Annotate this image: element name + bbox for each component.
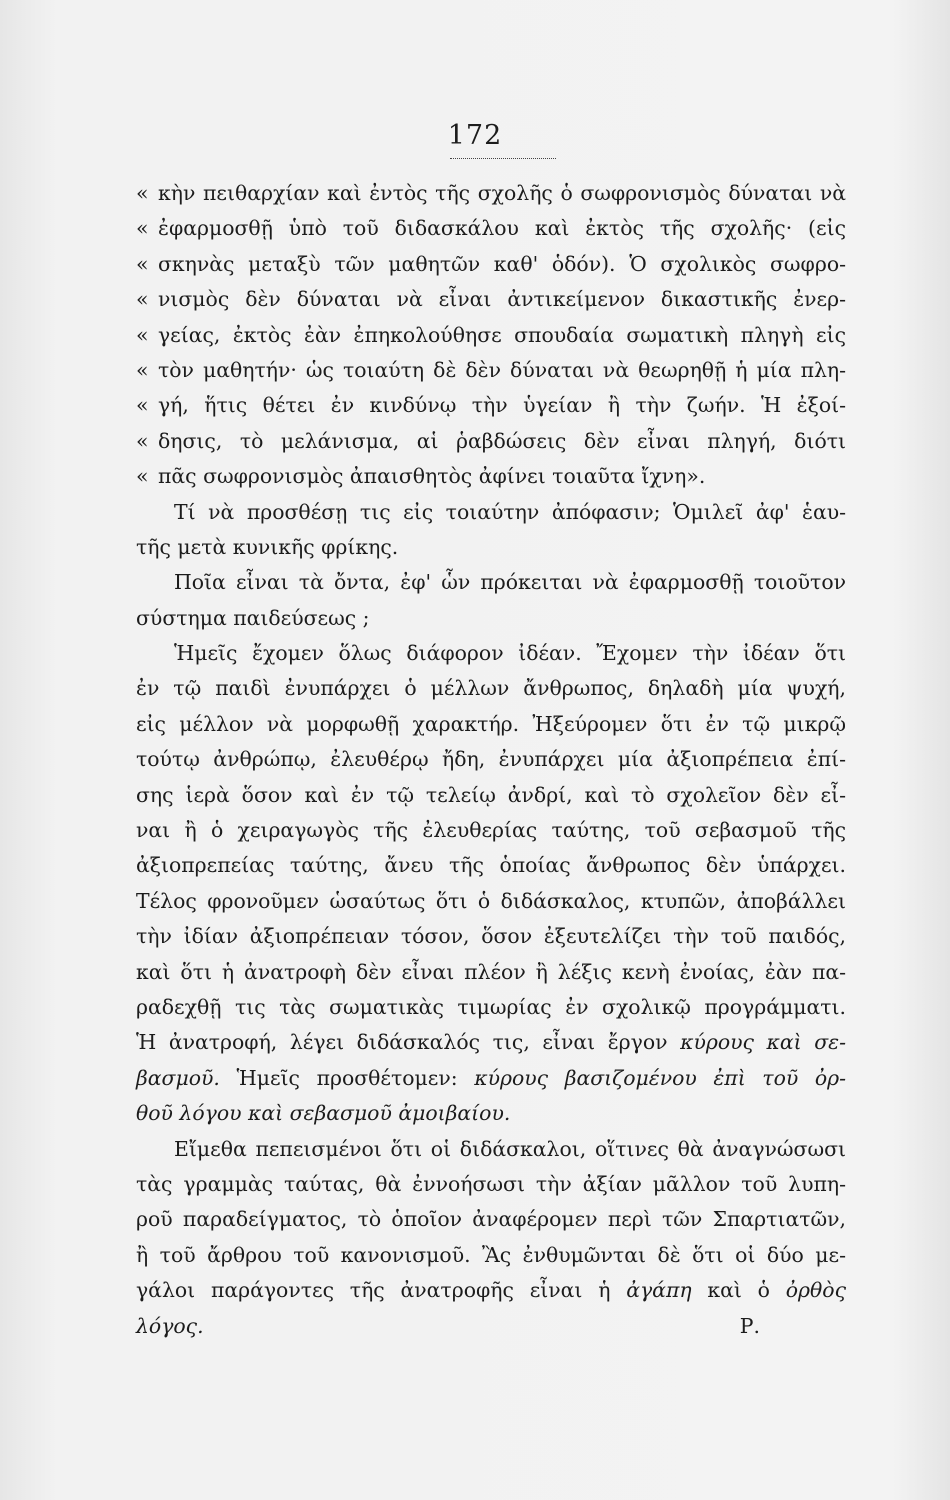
paragraph-start: Εἴμεθα πεπεισμένοι ὅτι οἱ διδάσκαλοι, οἵτινες θὰ ἀναγνώσωσι [174, 1136, 846, 1161]
quote-mark: « [136, 216, 149, 241]
quote-mark: « [136, 428, 149, 453]
text-line: « πᾶς σωφρονισμὸς ἀπαισθητὸς ἀφίνει τοιαῦτα ἴχνη». [136, 459, 846, 494]
italic-phrase: θοῦ λόγου καὶ σεβασμοῦ ἀμοιβαίου. [136, 1101, 511, 1126]
text-line: βασμοῦ. Ἡμεῖς προσθέτομεν: κύρους βασιζομένου ἐπὶ τοῦ ὀρ- [136, 1065, 847, 1090]
quote-mark: « [136, 181, 149, 205]
text-line: τῆς μετὰ κυνικῆς φρίκης. [136, 534, 399, 559]
text-line: τούτῳ ἀνθρώπῳ, ἐλευθέρῳ ἤδη, ἐνυπάρχει μία ἀξιοπρέπεια ἐπί- [136, 747, 846, 772]
quote-mark: « [136, 393, 149, 418]
quote-mark: « [136, 357, 149, 382]
text-line: ἐν τῷ παιδὶ ἐνυπάρχει ὁ μέλλων ἄνθρωπος, δηλαδὴ μία ψυχή, [136, 676, 846, 701]
text-line: σης ἱερὰ ὅσον καὶ ἐν τῷ τελείῳ ἀνδρί, καὶ τὸ σχολεῖον δὲν εἶ- [136, 782, 846, 807]
text-line: σύστημα παιδεύσεως ; [136, 605, 370, 630]
italic-phrase: βασμοῦ. [136, 1065, 220, 1090]
italic-phrase: λόγος. [136, 1313, 204, 1338]
text-line: Ἡ ἀνατροφή, λέγει διδάσκαλός τις, εἶναι ἔργον κύρους καὶ σε- [136, 1030, 846, 1055]
text-line [136, 1096, 846, 1131]
text-line: τὴν ἰδίαν ἀξιοπρέπειαν τόσον, ὅσον ἐξευτελίζει τὴν τοῦ παιδός, [136, 924, 846, 949]
italic-phrase: κύρους βασιζομένου ἐπὶ τοῦ ὀρ- [474, 1065, 847, 1090]
paragraph-start: Ἡμεῖς ἔχομεν ὅλως διάφορον ἰδέαν. Ἔχομεν τὴν ἰδέαν ὅτι [174, 641, 846, 666]
text-line: εἰς μέλλον νὰ μορφωθῇ χαρακτήρ. Ἠξεύρομεν ὅτι ἐν τῷ μικρῷ [136, 711, 846, 736]
text-line: « γή, ἥτις θέτει ἐν κινδύνῳ τὴν ὑγείαν ἢ τὴν ζωήν. Ἡ ἐξοί- [136, 388, 846, 423]
italic-phrase: ἀγάπη [626, 1278, 692, 1303]
text-line [136, 1309, 846, 1344]
text-line: « δησις, τὸ μελάνισμα, αἱ ῥαβδώσεις δὲν εἶναι πληγή, διότι [136, 424, 846, 459]
text-line: Τέλος φρονοῦμεν ὡσαύτως ὅτι ὁ διδάσκαλος, κτυπῶν, ἀποβάλλει [136, 888, 846, 913]
author-signature: Ρ. [739, 1313, 760, 1338]
italic-phrase: ὀρθὸς [785, 1278, 846, 1303]
text-line: « νισμὸς δὲν δύναται νὰ εἶναι ἀντικείμενον δικαστικῆς ἐνερ- [136, 282, 846, 317]
text-line: « κὴν πειθαρχίαν καὶ ἐντὸς τῆς σχολῆς ὁ σωφρονισμὸς δύναται νὰ [136, 176, 846, 211]
text-line: « σκηνὰς μεταξὺ τῶν μαθητῶν καθ' ὁδόν). Ὁ σχολικὸς σωφρο- [136, 247, 846, 282]
text-line: « τὸν μαθητήν· ὡς τοιαύτη δὲ δὲν δύναται νὰ θεωρηθῇ ἡ μία πλη- [136, 353, 846, 388]
text-line: ναι ἢ ὁ χειραγωγὸς τῆς ἐλευθερίας ταύτης, τοῦ σεβασμοῦ τῆς [136, 818, 846, 843]
text-line: ροῦ παραδείγματος, τὸ ὁποῖον ἀναφέρομεν περὶ τῶν Σπαρτιατῶν, [136, 1207, 846, 1232]
quote-mark: « [136, 287, 149, 312]
text-line: ραδεχθῇ τις τὰς σωματικὰς τιμωρίας ἐν σχολικῷ προγράμματι. [136, 994, 846, 1019]
header-rule [450, 158, 556, 159]
text-line: γάλοι παράγοντες τῆς ἀνατροφῆς εἶναι ἡ ἀγάπη καὶ ὁ ὀρθὸς [136, 1278, 846, 1303]
text-line: καὶ ὅτι ἡ ἀνατροφὴ δὲν εἶναι πλέον ἢ λέξις κενὴ ἐνοίας, ἐὰν πα- [136, 959, 846, 984]
paragraph-start: Ποῖα εἶναι τὰ ὄντα, ἐφ' ὧν πρόκειται νὰ ἐφαρμοσθῇ τοιοῦτον [174, 570, 846, 595]
quote-mark: « [136, 251, 149, 276]
text-line: ἢ τοῦ ἄρθρου τοῦ κανονισμοῦ. Ἂς ἐνθυμῶνται δὲ ὅτι οἱ δύο με- [136, 1242, 846, 1267]
italic-phrase: κύρους καὶ σε- [680, 1030, 846, 1055]
text-line: « ἐφαρμοσθῇ ὑπὸ τοῦ διδασκάλου καὶ ἐκτὸς τῆς σχολῆς· (εἰς [136, 211, 846, 246]
text-line: τὰς γραμμὰς ταύτας, θὰ ἐννοήσωσι τὴν ἀξίαν μᾶλλον τοῦ λυπη- [136, 1171, 846, 1196]
text-line: « γείας, ἐκτὸς ἐὰν ἐπηκολούθησε σπουδαία σωματικὴ πληγὴ εἰς [136, 318, 846, 353]
quote-mark: « [136, 464, 149, 489]
paragraph-start: Τί νὰ προσθέσῃ τις εἰς τοιαύτην ἀπόφασιν; Ὁμιλεῖ ἀφ' ἑαυ- [174, 499, 846, 524]
quote-mark: « [136, 322, 149, 347]
page-number: 172 [447, 120, 503, 151]
body-text [136, 176, 846, 1344]
text-line: ἀξιοπρεπείας ταύτης, ἄνευ τῆς ὁποίας ἄνθρωπος δὲν ὑπάρχει. [136, 853, 846, 878]
